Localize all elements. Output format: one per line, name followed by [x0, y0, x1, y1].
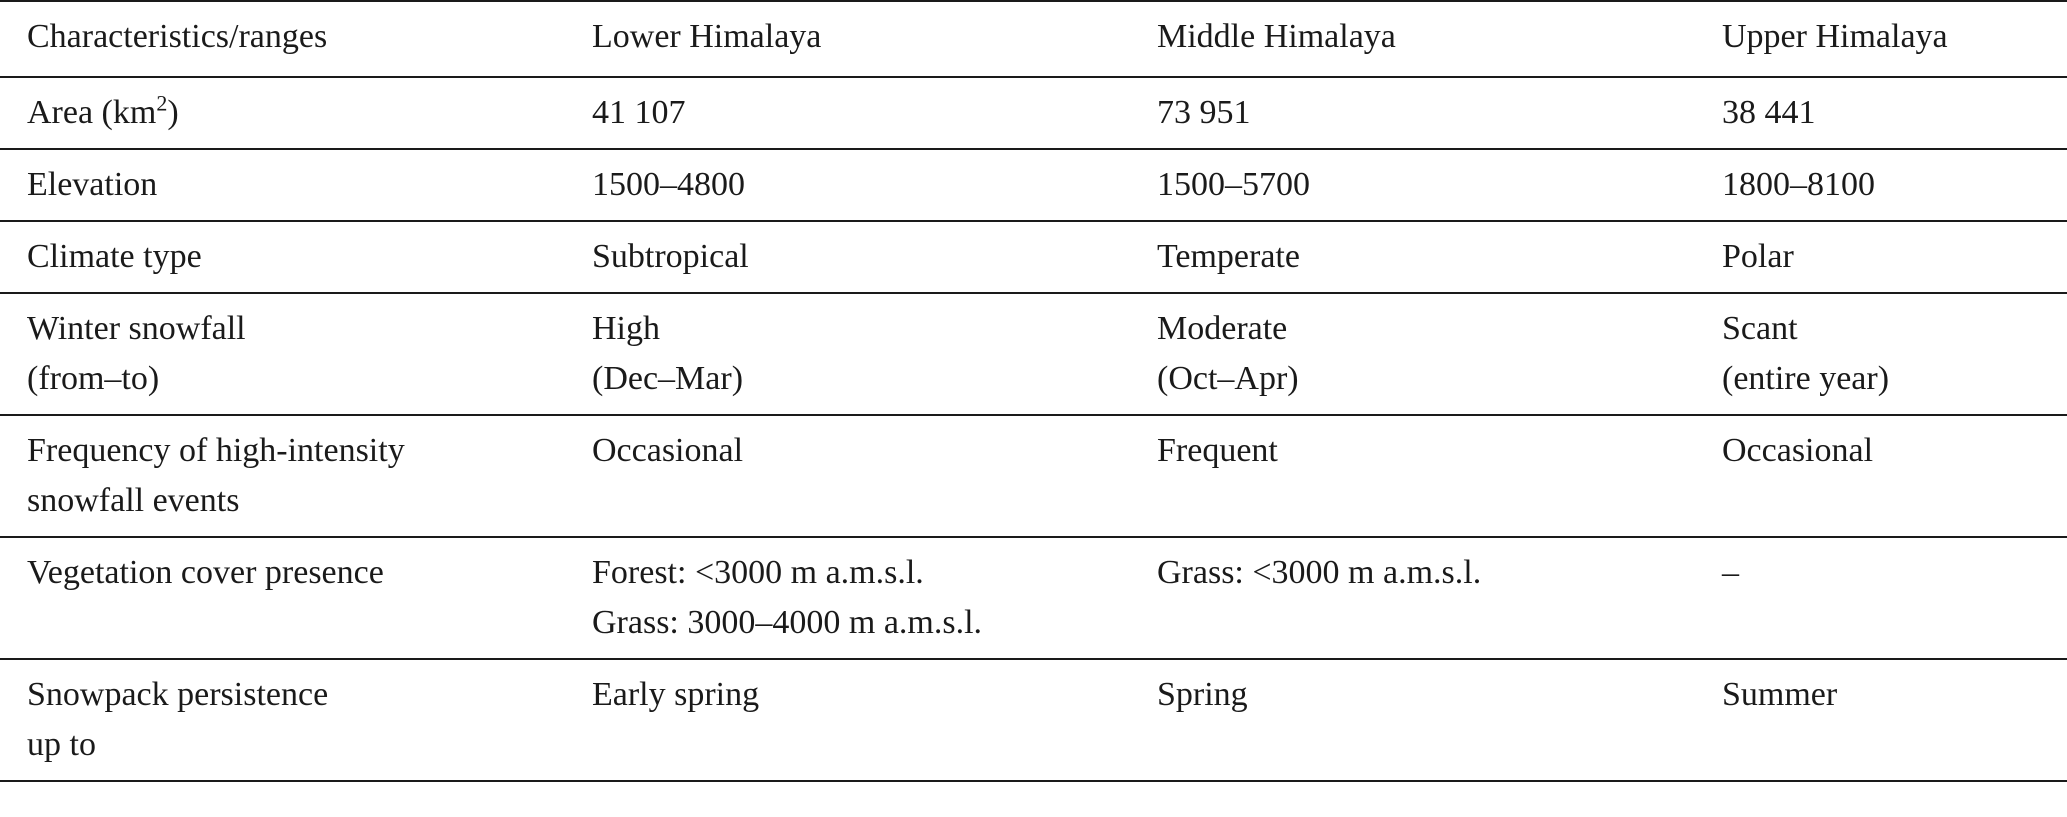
vegetation-upper-value: –: [1722, 554, 1739, 591]
area-lower-value: 41 107: [592, 94, 686, 131]
elevation-middle: [1130, 149, 1695, 221]
row-label-frequency: [0, 415, 565, 537]
frequency-lower: [565, 415, 1130, 537]
winter-snowfall-lower-line1: High: [592, 310, 660, 347]
elevation-upper-value: 1800–8100: [1722, 166, 1875, 203]
winter-snowfall-label-line2: (from–to): [27, 360, 160, 397]
row-label-elevation: [0, 149, 565, 221]
snowpack-lower-value: Early spring: [592, 676, 760, 713]
row-label-area: [0, 77, 565, 149]
table-row-snowpack: [0, 659, 2067, 781]
area-middle-value: 73 951: [1157, 94, 1251, 131]
table-row-frequency: [0, 415, 2067, 537]
climate-lower-value: Subtropical: [592, 238, 749, 275]
snowpack-middle: [1130, 659, 1695, 781]
climate-upper-value: Polar: [1722, 238, 1794, 275]
elevation-upper: [1695, 149, 2067, 221]
area-label-exponent: 2: [156, 90, 168, 116]
vegetation-upper: [1695, 537, 2067, 659]
frequency-upper-value: Occasional: [1722, 432, 1874, 469]
frequency-middle-value: Frequent: [1157, 432, 1278, 469]
table-row-climate-type: [0, 221, 2067, 293]
climate-middle: [1130, 221, 1695, 293]
frequency-upper: [1695, 415, 2067, 537]
elevation-middle-value: 1500–5700: [1157, 166, 1310, 203]
table-header-row: [0, 1, 2067, 77]
winter-snowfall-upper: [1695, 293, 2067, 415]
elevation-lower: [565, 149, 1130, 221]
snowpack-middle-value: Spring: [1157, 676, 1248, 713]
table-row-vegetation: [0, 537, 2067, 659]
row-label-winter-snowfall: [0, 293, 565, 415]
vegetation-lower: [565, 537, 1130, 659]
row-label-vegetation: [0, 537, 565, 659]
row-label-snowpack: [0, 659, 565, 781]
header-middle-himalaya: Middle Himalaya: [1130, 1, 1695, 77]
winter-snowfall-lower: [565, 293, 1130, 415]
climate-middle-value: Temperate: [1157, 238, 1300, 275]
winter-snowfall-middle-line1: Moderate: [1157, 310, 1288, 347]
elevation-lower-value: 1500–4800: [592, 166, 745, 203]
climate-upper: [1695, 221, 2067, 293]
snowpack-label-line1: Snowpack persistence: [27, 676, 329, 713]
frequency-middle: [1130, 415, 1695, 537]
vegetation-label-text: Vegetation cover presence: [27, 554, 384, 591]
frequency-label-line2: snowfall events: [27, 482, 240, 519]
area-label-text: Area (km: [27, 94, 157, 131]
table-row-winter-snowfall: [0, 293, 2067, 415]
snowpack-upper-value: Summer: [1722, 676, 1838, 713]
snowpack-label-line2: up to: [27, 726, 96, 763]
area-middle: [1130, 77, 1695, 149]
area-lower: [565, 77, 1130, 149]
winter-snowfall-middle: [1130, 293, 1695, 415]
frequency-label-line1: Frequency of high-intensity: [27, 432, 405, 469]
winter-snowfall-upper-line1: Scant: [1722, 310, 1798, 347]
header-upper-himalaya: Upper Himalaya: [1695, 1, 2067, 77]
winter-snowfall-label-line1: Winter snowfall: [27, 310, 246, 347]
vegetation-middle: [1130, 537, 1695, 659]
area-label-close: ): [167, 94, 179, 131]
climate-lower: [565, 221, 1130, 293]
table-row-elevation: [0, 149, 2067, 221]
area-upper-value: 38 441: [1722, 94, 1816, 131]
vegetation-middle-value: Grass: <3000 m a.m.s.l.: [1157, 554, 1482, 591]
snowpack-lower: [565, 659, 1130, 781]
climate-label-text: Climate type: [27, 238, 202, 275]
header-lower-himalaya: Lower Himalaya: [565, 1, 1130, 77]
winter-snowfall-lower-line2: (Dec–Mar): [592, 360, 744, 397]
elevation-label-text: Elevation: [27, 166, 158, 203]
vegetation-lower-line2: Grass: 3000–4000 m a.m.s.l.: [592, 604, 983, 641]
area-upper: [1695, 77, 2067, 149]
header-characteristics: Characteristics/ranges: [0, 1, 565, 77]
table-row-area: [0, 77, 2067, 149]
snowpack-upper: [1695, 659, 2067, 781]
winter-snowfall-upper-line2: (entire year): [1722, 360, 1890, 397]
frequency-lower-value: Occasional: [592, 432, 744, 469]
row-label-climate-type: [0, 221, 565, 293]
winter-snowfall-middle-line2: (Oct–Apr): [1157, 360, 1299, 397]
vegetation-lower-line1: Forest: <3000 m a.m.s.l.: [592, 554, 924, 591]
